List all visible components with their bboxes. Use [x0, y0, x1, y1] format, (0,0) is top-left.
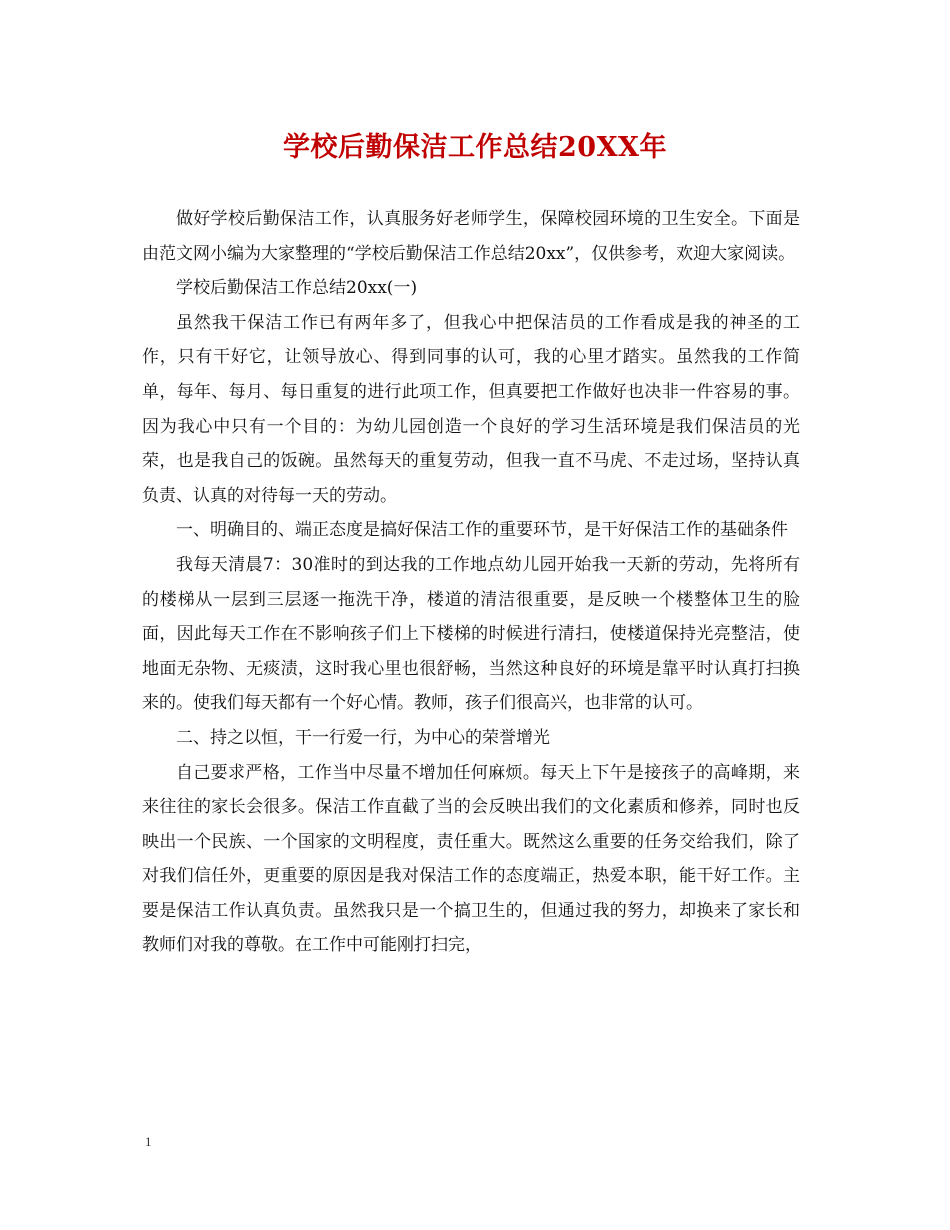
subheading: 一、明确目的、端正态度是搞好保洁工作的重要环节，是干好保洁工作的基础条件 — [176, 520, 788, 541]
subheading: 二、持之以恒，干一行爱一行，为中心的荣誉增光 — [176, 727, 550, 748]
intro-paragraph: 做好学校后勤保洁工作，认真服务好老师学生，保障校园环境的卫生安全。下面是由范文网小编为大家整理的“学校后勤保洁工作总结20xx”，仅供参考，欢迎大家阅读。 — [142, 209, 800, 264]
body-paragraph: 自己要求严格，工作当中尽量不增加任何麻烦。每天上下午是接孩子的高峰期，来来往往的家长会很多。保洁工作直截了当的会反映出我们的文化素质和修养，同时也反映出一个民族、一个国家的文明程度，责任重大。既然这么重要的任务交给我们，除了对我们信任外，更重要的原因是我对保洁工作的态度端正，热爱本职，能干好工作。主要是保洁工作认真负责。虽然我只是一个搞卫生的，但通过我的努力，却换来了家长和教师们对我的尊敬。在工作中可能刚打扫完， — [142, 762, 800, 956]
body-paragraph: 虽然我干保洁工作已有两年多了，但我心中把保洁员的工作看成是我的神圣的工作，只有干好它，让领导放心、得到同事的认可，我的心里才踏实。虽然我的工作简单，每年、每月、每日重复的进行此项工作，但真要把工作做好也决非一件容易的事。因为我心中只有一个目的：为幼儿园创造一个良好的学习生活环境是我们保洁员的光荣，也是我自己的饭碗。虽然每天的重复劳动，但我一直不马虎、不走过场，坚持认真负责、认真的对待每一天的劳动。 — [142, 312, 800, 506]
section-heading: 学校后勤保洁工作总结20xx(一) — [176, 278, 418, 299]
document-body — [142, 202, 800, 963]
body-paragraph: 我每天清晨7：30准时的到达我的工作地点幼儿园开始我一天新的劳动，先将所有的楼梯从一层到三层逐一拖洗干净，楼道的清洁很重要，是反映一个楼整体卫生的脸面，因此每天工作在不影响孩子们上下楼梯的时候进行清扫，使楼道保持光亮整洁，使地面无杂物、无痰渍，这时我心里也很舒畅，当然这种良好的环境是靠平时认真打扫换来的。使我们每天都有一个好心情。教师，孩子们很高兴，也非常的认可。 — [142, 554, 800, 714]
page-number: 1 — [145, 1134, 152, 1149]
document-title: 学校后勤保洁工作总结20XX年 — [283, 132, 667, 163]
